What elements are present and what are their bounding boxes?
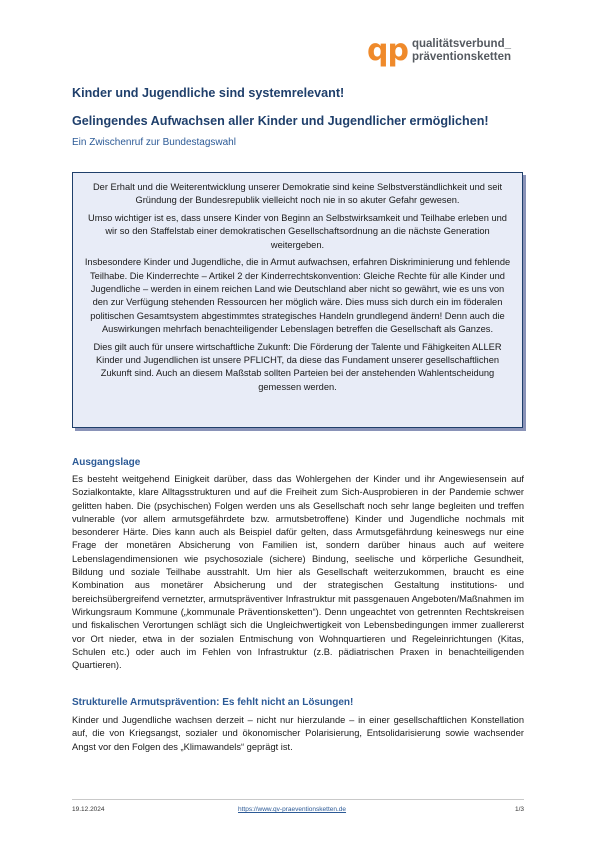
section-title-ausgangslage: Ausgangslage	[72, 457, 141, 468]
section-body-ausgangslage: Es besteht weitgehend Einigkeit darüber, dass das Wohlergehen der Kinder und ihr Angewiesensein auf Sozialkontakte, klare Alltagsstrukturen und auf die Freiheit zum Sich-Ausprobieren in der Pandemie schwer gelitten haben. Die (psychischen) Folgen werden uns als Gesellschaft noch sehr lange begleiten und treffen vulnerable (vor allem armutsgefährdete bzw. armutsbetroffene) Kinder und Jugendliche nochmals mit besonderer Härte. Dies kann auch als Beispiel dafür gelten, dass Armutsgefährdung keineswegs nur eine Frage der monetären Absicherung von Familien ist, sondern darüber hinaus auch auf weitere Lebenslagendimensionen wie psychosoziale (sichere) Bindung, seelische und körperliche Gesundheit, Bildung und soziale Teilhabe ausstrahlt. Um hier als Gesellschaft weiterzukommen, braucht es eine Kombination aus monetärer Absicherung und der strategischen Gestaltung institutions- und bereichsübergreifend vernetzter, armutspräventiver Infrastruktur mit passgenauen Angeboten/Maßnahmen im Wirkungsraum Kommune („kommunale Präventionsketten“). Denn ungeachtet von getrennten Rechtskreisen und fiskalischen Verortungen schlägt sich die Ungleichwertigkeit von Lebensbedingungen immer zuallererst vor Ort nieder, etwa in der sozialen Entmischung von Wohnquartieren und Regeleinrichtungen (Kitas, Schulen etc.) oder auch im Fehlen von Infrastruktur (z.B. pädiatrischen Praxen in benachteiligenden Quartieren).	[72, 474, 524, 671]
logo-mark: qp	[366, 33, 408, 68]
page-title: Kinder und Jugendliche sind systemrelevant!	[72, 86, 345, 100]
logo	[366, 33, 511, 68]
section-body-armutspraevention: Kinder und Jugendliche wachsen derzeit – nicht nur hierzulande – in einer gesellschaftlichen Konstellation auf, die von Kriegsangst, sozialer und ökonomischer Polarisierung, Entsolidarisierung sowie wachsender Angst vor den Folgen des „Klimawandels“ geprägt ist.	[72, 715, 524, 752]
footer-page-number: 1/3	[514, 806, 524, 813]
section-title-armutspraevention: Strukturelle Armutsprävention: Es fehlt nicht an Lösungen!	[72, 697, 354, 708]
logo-wordmark	[412, 38, 511, 64]
summary-box	[72, 172, 523, 428]
logo-line-1: qualitätsverbund_	[411, 38, 511, 50]
page-subheading: Gelingendes Aufwachsen aller Kinder und Jugendlicher ermöglichen!	[72, 114, 489, 128]
footer-website-link[interactable]: https://www.qv-praeventionsketten.de	[238, 806, 347, 813]
page-subtitle: Ein Zwischenruf zur Bundestagswahl	[72, 137, 236, 148]
summary-paragraph: Der Erhalt und die Weiterentwicklung unserer Demokratie sind keine Selbstverständlichkeit und seit Gründung der Bundesrepublik vielleicht noch nie in so akuter Gefahr gewesen.	[92, 182, 503, 206]
summary-paragraph: Umso wichtiger ist es, dass unsere Kinder von Beginn an Selbstwirksamkeit und Teilhabe erleben und wir so den Staffelstab einer demokratischen Gesellschaftsordnung an die nächste Generation weitergeben.	[88, 213, 507, 250]
summary-paragraph: Insbesondere Kinder und Jugendliche, die in Armut aufwachsen, erfahren Diskriminierung und fehlende Teilhabe. Die Kinderrechte – Artikel 2 der Kinderrechtskonvention: Gleiche Rechte für alle Kinder und Jugendliche – werden in einem reichen Land wie Deutschland aber nicht so gewährt, wie es uns von den zur Verfügung stehenden Ressourcen her möglich wäre. Dies muss sich durch ein im föderalen politischen Gesamtsystem abgestimmtes strategisches Handeln grundlegend ändern! Denn auch die Auswirkungen mehrfach benachteiligender Lebenslagen betreffen die Gesellschaft als Ganzes.	[84, 257, 511, 334]
footer-date: 19.12.2024	[72, 806, 105, 813]
summary-paragraph: Dies gilt auch für unsere wirtschaftliche Zukunft: Die Förderung der Talente und Fähigkeiten ALLER Kinder und Jugendlichen ist unsere PFLICHT, da diese das Fundament unserer gesellschaftlichen Zukunft sind. Auch an diesem Maßstab sollten Parteien bei der anstehenden Wahlentscheidung gemessen werden.	[93, 341, 502, 392]
footer-divider	[72, 799, 524, 800]
logo-line-2: präventionsketten	[411, 51, 511, 63]
